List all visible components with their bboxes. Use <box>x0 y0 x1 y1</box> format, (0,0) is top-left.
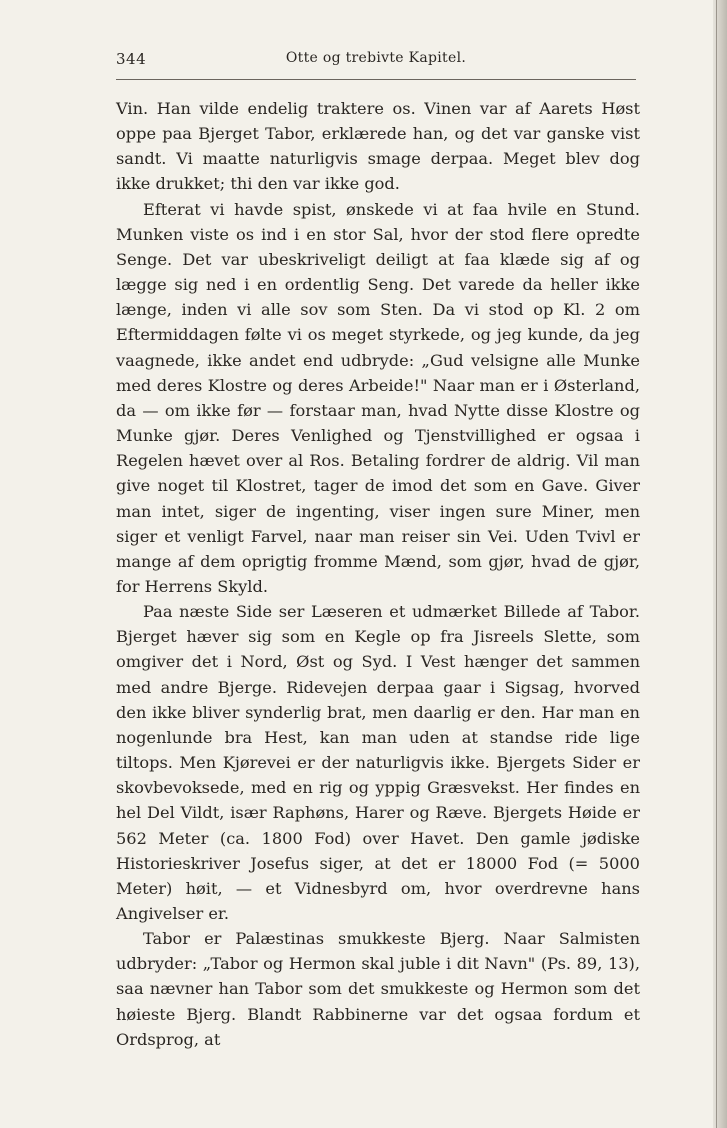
page-edge-line <box>716 0 717 1128</box>
page-number: 344 <box>116 50 147 68</box>
running-title: Otte og trebivte Kapitel. <box>285 50 467 66</box>
body-text <box>116 96 640 1052</box>
paragraph: Efterat vi havde spist, ønskede vi at faa hvile en Stund. Munken viste os ind i en stor Sal, hvor der stod flere opredte Senge. Det var ubeskriveligt deiligt at faa klæde sig af og lægge sig ned i en ordentlig Seng. Det varede da heller ikke længe, inden vi alle sov som Sten. Da vi stod op Kl. 2 om Eftermiddagen følte vi os meget styrkede, og jeg kunde, da jeg vaagnede, ikke andet end udbryde: „Gud velsigne alle Munke med deres Klostre og deres Arbeide!" Naar man er i Østerland, da — om ikke før — forstaar man, hvad Nytte disse Klostre og Munke gjør. Deres Venlighed og Tjenstvillighed er ogsaa i Regelen hævet over al Ros. Betaling fordrer de aldrig. Vil man give noget til Klostret, tager de imod det som en Gave. Giver man intet, siger de ingenting, viser ingen sure Miner, men siger et venligt Farvel, naar man reiser sin Vei. Uden Tvivl er mange af dem oprigtig fromme Mænd, som gjør, hvad de gjør, for Herrens Skyld. <box>116 199 640 596</box>
page-header <box>116 50 636 72</box>
header-rule <box>116 79 636 80</box>
paragraph: Tabor er Palæstinas smukkeste Bjerg. Naar Salmisten udbryder: „Tabor og Hermon skal juble i dit Navn" (Ps. 89, 13), saa nævner han Tabor som det smukkeste og Hermon som det høieste Bjerg. Blandt Rabbinerne var det ogsaa fordum et Ordsprog, at <box>116 929 640 1049</box>
paragraph: Vin. Han vilde endelig traktere os. Vinen var af Aarets Høst oppe paa Bjerget Tabor, erklærede han, og det var ganske vist sandt. Vi maatte naturligvis smage derpaa. Meget blev dog ikke drukket; thi den var ikke god. <box>116 99 640 194</box>
paragraph: Paa næste Side ser Læseren et udmærket Billede af Tabor. Bjerget hæver sig som en Kegle op fra Jisreels Slette, som omgiver det i Nord, Øst og Syd. I Vest hænger det sammen med andre Bjerge. Ridevejen derpaa gaar i Sigsag, hvorved den ikke bliver synderlig brat, men daarlig er den. Har man en nogenlunde bra Hest, kan man uden at standse ride lige tiltops. Men Kjørevei er der naturligvis ikke. Bjergets Sider er skovbevoksede, med en rig og yppig Græsvekst. Her findes en hel Del Vildt, især Raphøns, Harer og Ræve. Bjergets Høide er 562 Meter (ca. 1800 Fod) over Havet. Den gamle jødiske Historieskriver Josefus siger, at det er 18000 Fod (= 5000 Meter) høit, — et Vidnesbyrd om, hvor overdrevne hans Angivelser er. <box>116 602 640 923</box>
